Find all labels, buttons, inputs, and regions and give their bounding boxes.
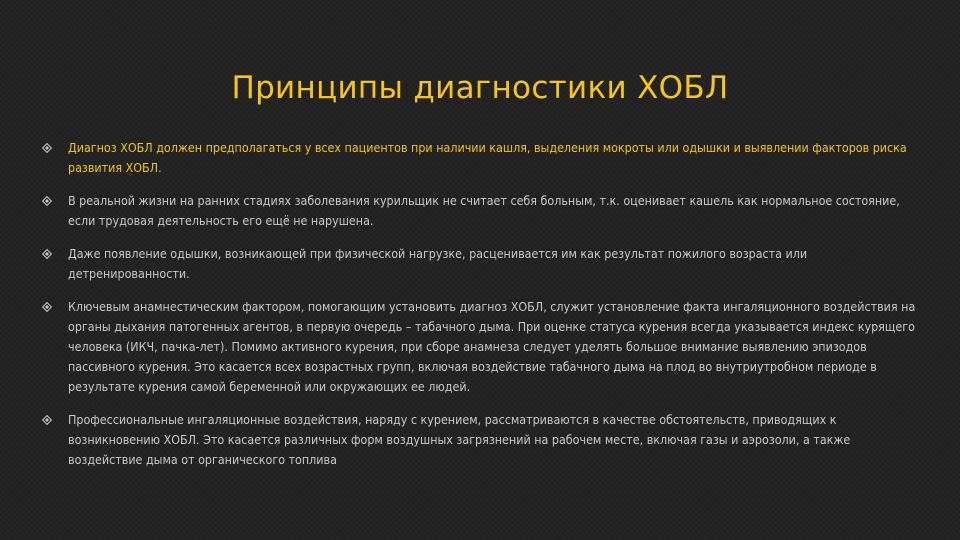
bullet-item <box>40 191 920 231</box>
diamond-bullet-icon <box>42 196 52 206</box>
bullet-item <box>40 410 920 470</box>
bullet-item <box>40 138 920 178</box>
diamond-bullet-icon <box>42 302 52 312</box>
bullet-item <box>40 297 920 397</box>
bullet-item <box>40 244 920 284</box>
slide-title: Принципы диагностики ХОБЛ <box>231 70 729 106</box>
bullet-list <box>40 138 920 483</box>
diamond-bullet-icon <box>42 415 52 425</box>
bullet-text: В реальной жизни на ранних стадиях заболевания курильщик не считает себя больным, т.к. оценивает кашель как нормальное состояние, если трудовая деятельность его ещё не нарушена. <box>68 193 900 228</box>
diamond-bullet-icon <box>42 143 52 153</box>
diamond-bullet-icon <box>42 249 52 259</box>
bullet-text: Ключевым анамнестическим фактором, помогающим установить диагноз ХОБЛ, служит установление факта ингаляционного воздействия на органы дыхания патогенных агентов, в первую очередь – табачного дыма. При оценке статуса курения всегда указывается индекс курящего человека (ИКЧ, пачка-лет). Помимо активного курения, при сборе анамнеза следует уделять большое внимание выявлению эпизодов пассивного курения. Это касается всех возрастных групп, включая воздействие табачного дыма на плод во внутриутробном периоде в результате курения самой беременной или окружающих ее людей. <box>68 299 916 394</box>
bullet-text: Профессиональные ингаляционные воздействия, наряду с курением, рассматриваются в качестве обстоятельств, приводящих к возникновению ХОБЛ. Это касается различных форм воздушных загрязнений на рабочем месте, включая газы и аэрозоли, а также воздействие дыма от органического топлива <box>68 412 851 467</box>
bullet-text: Даже появление одышки, возникающей при физической нагрузке, расценивается им как результат пожилого возраста или детренированности. <box>68 246 808 281</box>
bullet-text: Диагноз ХОБЛ должен предполагаться у всех пациентов при наличии кашля, выделения мокроты или одышки и выявлении факторов риска развития ХОБЛ. <box>68 140 907 175</box>
